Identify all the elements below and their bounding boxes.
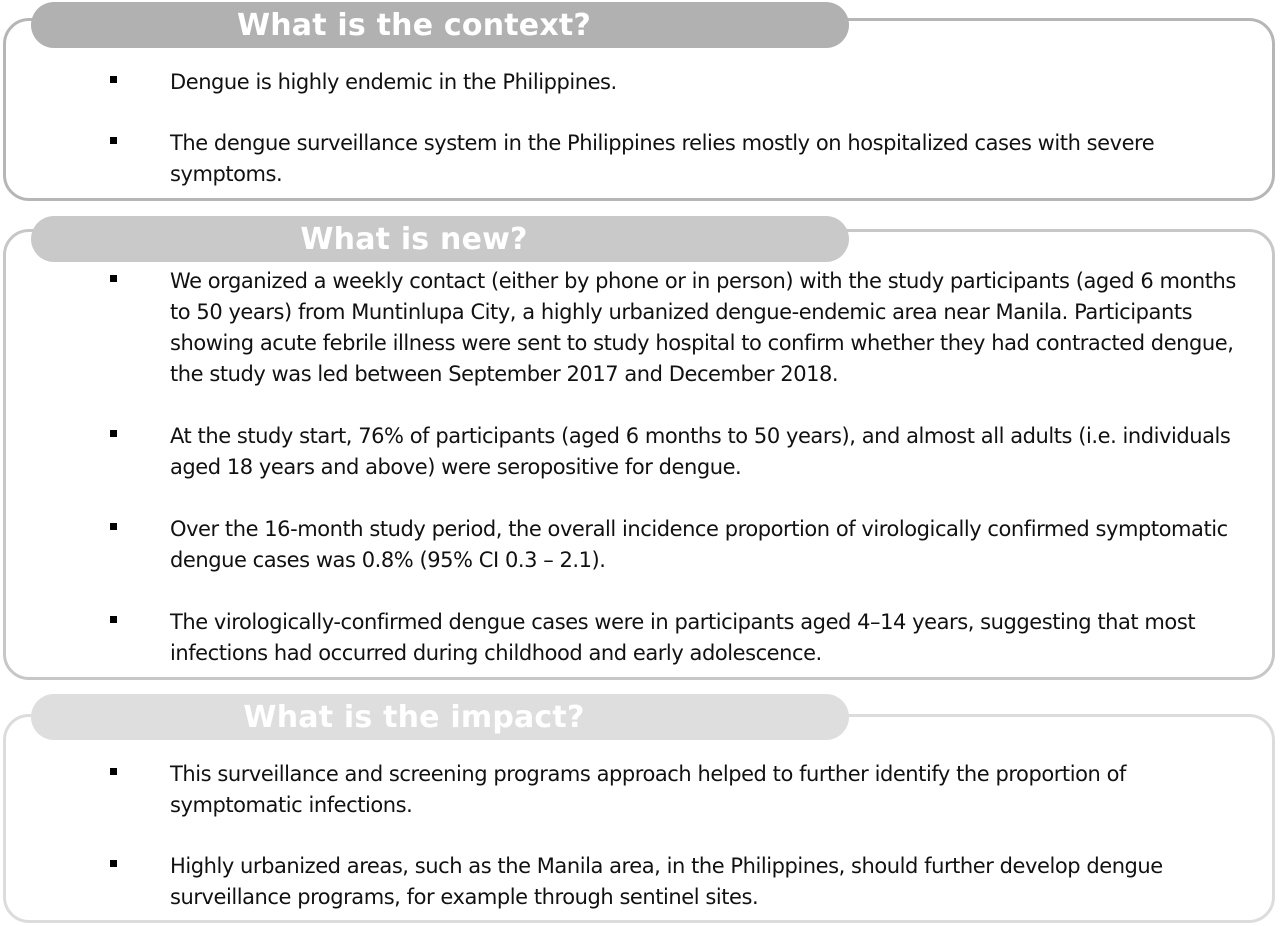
impact-item-text-2: Highly urbanized areas, such as the Manila area, in the Philippines, should further develop dengue surveillance programs, for example through sentinel sites. — [170, 854, 1163, 909]
new-item-text-1: We organized a weekly contact (either by phone or in person) with the study participants (aged 6 months to 50 years) from Muntinlupa City, a highly urbanized dengue-endemic area near Manila. Participants showing acute febrile illness were sent to study hospital to confirm whether they had contracted dengue, the study was led between September 2017 and December 2018. — [170, 269, 1236, 386]
context-header — [31, 2, 849, 48]
new-header — [31, 216, 849, 262]
bullet-marker — [110, 137, 117, 144]
bullet-marker — [110, 860, 117, 867]
bullet-marker — [110, 76, 117, 83]
impact-heading: What is the impact? — [243, 699, 585, 735]
new-heading: What is new? — [300, 221, 528, 257]
impact-header — [31, 694, 849, 740]
context-item-text-1: Dengue is highly endemic in the Philippines. — [170, 70, 617, 94]
context-item-text-2: The dengue surveillance system in the Philippines relies mostly on hospitalized cases with severe symptoms. — [170, 131, 1155, 186]
bullet-marker — [110, 275, 117, 282]
bullet-marker — [110, 616, 117, 623]
new-item-text-3: Over the 16-month study period, the overall incidence proportion of virologically confirmed symptomatic dengue cases was 0.8% (95% CI 0.3 – 2.1). — [170, 517, 1228, 572]
new-item-text-4: The virologically-confirmed dengue cases were in participants aged 4–14 years, suggesting that most infections had occurred during childhood and early adolescence. — [170, 610, 1196, 665]
bullet-marker — [110, 430, 117, 437]
bullet-marker — [110, 768, 117, 775]
bullet-marker — [110, 523, 117, 530]
impact-item-text-1: This surveillance and screening programs approach helped to further identify the proportion of symptomatic infections. — [170, 762, 1126, 817]
context-heading: What is the context? — [236, 7, 592, 43]
new-item-text-2: At the study start, 76% of participants (aged 6 months to 50 years), and almost all adults (i.e. individuals aged 18 years and above) were seropositive for dengue. — [170, 424, 1231, 479]
